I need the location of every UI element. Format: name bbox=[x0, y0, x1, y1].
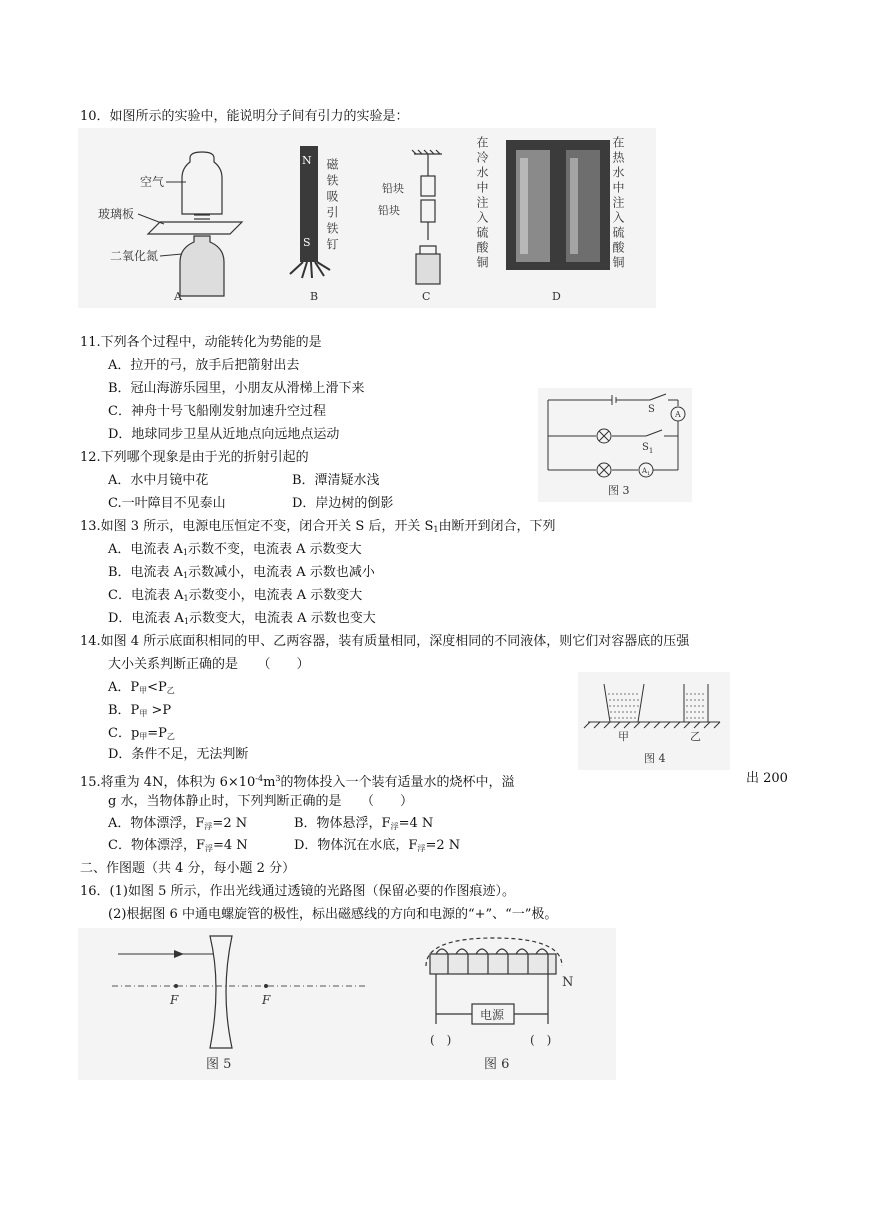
figure-d-beakers bbox=[506, 140, 610, 270]
q13-option-a: A．电流表 $A_1$示数不变，电流表 A 示数变大 bbox=[108, 542, 362, 557]
q11-stem: 11.下列各个过程中，动能转化为势能的是 bbox=[80, 335, 322, 350]
figure-b-magnet bbox=[290, 146, 330, 278]
q13-option-c: C．电流表 $A_1$示数变小，电流表 A 示数变大 bbox=[108, 588, 363, 603]
figure-a-gas-label: 二氧化氮 bbox=[110, 249, 159, 263]
focal-point-left-label: F bbox=[170, 993, 179, 1007]
figure-4-containers bbox=[578, 672, 730, 770]
figure-4-caption: 图 4 bbox=[644, 752, 666, 765]
figure-b-caption: 磁铁吸引铁钉 bbox=[325, 158, 339, 254]
q12-stem: 12.下列哪个现象是由于光的折射引起的 bbox=[80, 450, 309, 465]
figure-c-lead-blocks bbox=[412, 150, 442, 284]
figure-3-circuit bbox=[538, 388, 692, 502]
figure-a-air-label: 空气 bbox=[140, 175, 165, 189]
magnet-s-pole: S bbox=[303, 236, 311, 249]
power-source-label: 电源 bbox=[480, 1008, 505, 1022]
q13-stem: 13.如图 3 所示，电源电压恒定不变，闭合开关 S 后，开关 $S_1$由断开到闭合，下列 bbox=[80, 519, 556, 534]
q13-option-d: D．电流表 $A_1$示数变大，电流表 A 示数也变大 bbox=[108, 611, 376, 626]
figure-d-left-label: 在冷水中注入硫酸铜 bbox=[475, 136, 489, 271]
figure-5-concave-lens bbox=[112, 936, 368, 1048]
option-label-b: B bbox=[310, 290, 319, 303]
q16-line2: (2)根据图 6 中通电螺旋管的极性，标出磁感线的方向和电源的“+”、“一”极。 bbox=[108, 907, 558, 922]
q11-option-b: B．冠山海游乐园里，小朋友从滑梯上滑下来 bbox=[108, 381, 365, 396]
figure-3-caption: 图 3 bbox=[608, 484, 630, 497]
container-jia-label: 甲 bbox=[618, 730, 629, 743]
q11-option-c: C．神舟十号飞船刚发射加速升空过程 bbox=[108, 404, 326, 419]
q13-option-b: B．电流表 $A_1$示数减小，电流表 A 示数也减小 bbox=[108, 565, 375, 580]
ammeter-a-label: A bbox=[675, 410, 681, 419]
figure-a-bottles bbox=[148, 152, 242, 296]
figure-c-block2-label: 铅块 bbox=[378, 204, 400, 217]
switch-s-label: S bbox=[648, 404, 655, 415]
q14-option-d: D．条件不足，无法判断 bbox=[108, 747, 249, 762]
container-yi-label: 乙 bbox=[690, 730, 701, 743]
q15-stem-right: 出 200 bbox=[746, 771, 788, 786]
figure-6-caption: 图 6 bbox=[484, 1057, 510, 1072]
q14-option-b: B．$P_甲 >P$ bbox=[108, 703, 172, 718]
q11-option-d: D．地球同步卫星从近地点向远地点运动 bbox=[108, 427, 340, 442]
q15-option-d: D．物体沉在水底，$F_浮=2$ N bbox=[294, 838, 461, 853]
q15-option-b: B．物体悬浮，$F_浮=4$ N bbox=[294, 816, 434, 831]
solenoid-n-pole: N bbox=[562, 975, 574, 990]
figures-5-6 bbox=[78, 928, 616, 1080]
q14-option-c: C．$p_甲=P_乙$ bbox=[108, 726, 175, 741]
q15-stem-line2: g 水，当物体静止时，下列判断正确的是 （ ） bbox=[108, 794, 413, 809]
q15-option-a: A．物体漂浮，$F_浮=2$ N bbox=[108, 816, 248, 831]
figure-a-glass-label: 玻璃板 bbox=[98, 207, 135, 221]
q15-option-c: C．物体漂浮，$F_浮=4$ N bbox=[108, 838, 248, 853]
q12-option-d: D．岸边树的倒影 bbox=[292, 496, 394, 511]
q16-line1: 16．(1)如图 5 所示，作出光线通过透镜的光路图（保留必要的作图痕迹）。 bbox=[80, 884, 515, 899]
q10-stem: 10．如图所示的实验中，能说明分子间有引力的实验是： bbox=[80, 109, 409, 124]
power-right-terminal-blank: ( ) bbox=[530, 1033, 552, 1047]
q12-option-a: A．水中月镜中花 bbox=[108, 473, 209, 488]
section-2-heading: 二、作图题（共 4 分，每小题 2 分） bbox=[80, 861, 296, 876]
focal-point-right-label: F bbox=[262, 993, 271, 1007]
figure-c-block1-label: 铅块 bbox=[382, 182, 404, 195]
figure-d-right-label: 在热水中注入硫酸铜 bbox=[611, 136, 625, 271]
option-label-a: A bbox=[174, 290, 182, 303]
option-label-c: C bbox=[422, 290, 431, 303]
switch-s1-label: $S_1$ bbox=[642, 442, 654, 455]
q12-option-b: B．潭清疑水浅 bbox=[292, 473, 380, 488]
magnet-n-pole: N bbox=[302, 154, 312, 167]
q14-stem-line1: 14.如图 4 所示底面积相同的甲、乙两容器，装有质量相同，深度相同的不同液体，则它们对容器底的压强 bbox=[80, 634, 690, 649]
power-left-terminal-blank: ( ) bbox=[430, 1033, 452, 1047]
q14-option-a: A．$P_甲<P_乙$ bbox=[108, 680, 175, 695]
q11-option-a: A．拉开的弓，放手后把箭射出去 bbox=[108, 358, 300, 373]
ammeter-a1-label: $A_1$ bbox=[642, 467, 651, 477]
q10-figure bbox=[78, 128, 656, 308]
figure-5-caption: 图 5 bbox=[206, 1057, 232, 1072]
option-label-d: D bbox=[552, 290, 561, 303]
q14-stem-line2: 大小关系判断正确的是 （ ） bbox=[108, 657, 310, 672]
q15-stem-line1: 15.将重为 4N，体积为 $6\times 10^{-4}m^3$的物体投入一个装有适量水的烧杯中，溢 bbox=[80, 774, 515, 790]
q12-option-c: C.一叶障目不见泰山 bbox=[108, 496, 226, 511]
